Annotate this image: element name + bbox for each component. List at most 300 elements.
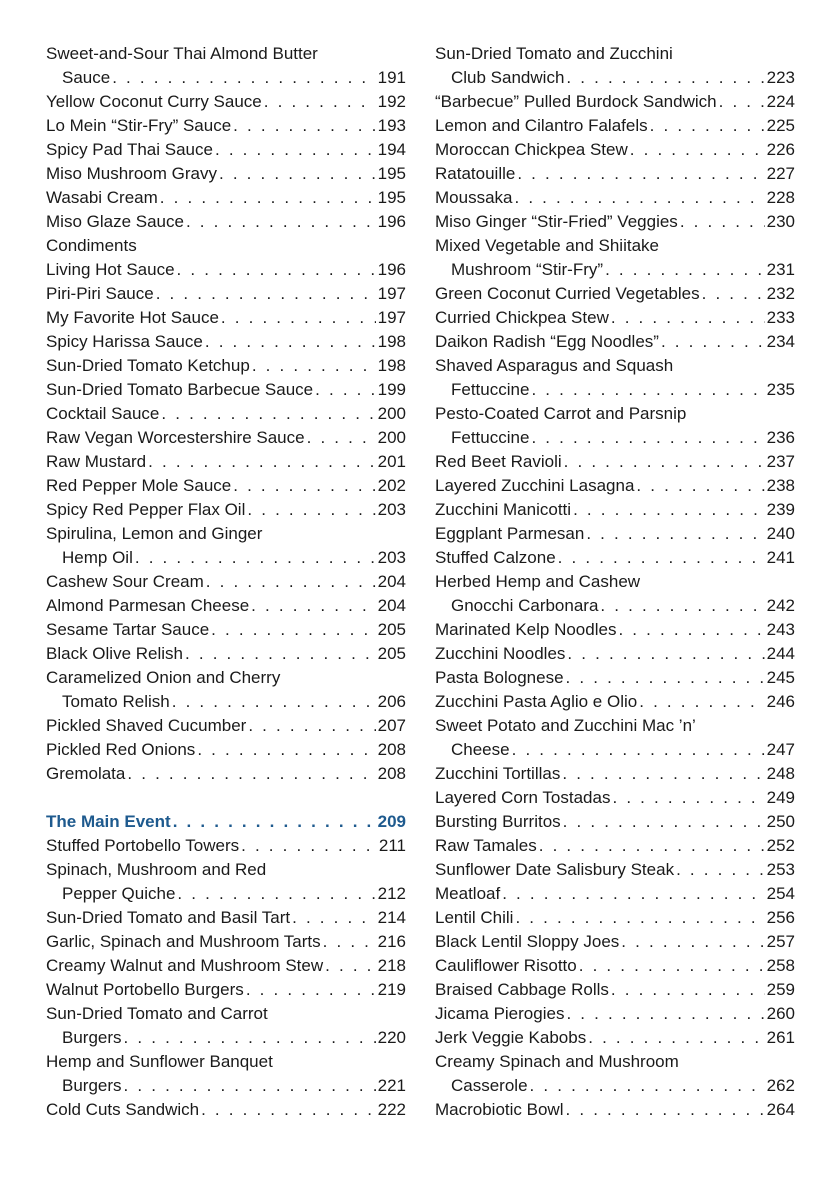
dot-leader xyxy=(579,954,765,978)
toc-entry[interactable] xyxy=(46,738,406,762)
page-number: 234 xyxy=(766,332,795,351)
toc-entry[interactable] xyxy=(435,402,795,450)
page-number: 261 xyxy=(766,1028,795,1047)
toc-entry[interactable] xyxy=(46,1002,406,1050)
dot-leader xyxy=(639,690,764,714)
toc-entry[interactable] xyxy=(435,786,795,810)
toc-entry[interactable] xyxy=(46,426,406,450)
entry-title: Pickled Shaved Cucumber xyxy=(46,716,247,735)
dot-leader xyxy=(247,498,375,522)
toc-entry[interactable] xyxy=(46,162,406,186)
toc-entry-line xyxy=(46,762,406,786)
toc-entry[interactable] xyxy=(435,306,795,330)
entry-title: Gremolata xyxy=(46,764,126,783)
toc-entry-line xyxy=(435,162,795,186)
toc-entry[interactable] xyxy=(435,522,795,546)
dot-leader xyxy=(315,378,376,402)
toc-entry-line xyxy=(46,570,406,594)
entry-title: Pepper Quiche xyxy=(62,884,176,903)
toc-entry-line xyxy=(435,402,795,426)
entry-title: Meatloaf xyxy=(435,884,501,903)
toc-entry-line xyxy=(46,978,406,1002)
page-number: 249 xyxy=(766,788,795,807)
dot-leader xyxy=(512,738,765,762)
toc-entry[interactable] xyxy=(46,450,406,474)
dot-leader xyxy=(112,66,375,90)
entry-title: Macrobiotic Bowl xyxy=(435,1100,564,1119)
toc-entry[interactable] xyxy=(435,762,795,786)
page-number: 226 xyxy=(766,140,795,159)
toc-entry-continuation xyxy=(46,546,406,570)
page-number: 199 xyxy=(377,380,406,399)
toc-entry-line xyxy=(435,186,795,210)
page-number: 248 xyxy=(766,764,795,783)
dot-leader xyxy=(517,162,764,186)
toc-entry[interactable] xyxy=(435,690,795,714)
toc-entry[interactable] xyxy=(435,330,795,354)
page-number: 232 xyxy=(766,284,795,303)
entry-title: Raw Mustard xyxy=(46,452,147,471)
toc-entry-line xyxy=(46,714,406,738)
dot-leader xyxy=(567,642,764,666)
entry-title: “Barbecue” Pulled Burdock Sandwich xyxy=(435,92,717,111)
toc-entry-line xyxy=(435,762,795,786)
toc-entry-line xyxy=(46,522,406,546)
page-number: 225 xyxy=(766,116,795,135)
dot-leader xyxy=(514,186,764,210)
entry-title: Cheese xyxy=(451,740,510,759)
dot-leader xyxy=(177,258,376,282)
entry-title: Sauce xyxy=(62,68,111,87)
toc-right-column xyxy=(435,42,795,1122)
page-number: 247 xyxy=(766,740,795,759)
entry-title: Sun-Dried Tomato Barbecue Sauce xyxy=(46,380,314,399)
toc-entry-continuation xyxy=(46,882,406,906)
page-number: 240 xyxy=(766,524,795,543)
toc-entry[interactable] xyxy=(46,186,406,210)
entry-title: Zucchini Tortillas xyxy=(435,764,561,783)
toc-entry-line xyxy=(46,186,406,210)
entry-title: Burgers xyxy=(62,1028,122,1047)
entry-title: Miso Glaze Sauce xyxy=(46,212,184,231)
entry-title: Miso Ginger “Stir-Fried” Veggies xyxy=(435,212,678,231)
entry-title: Black Olive Relish xyxy=(46,644,183,663)
toc-entry[interactable] xyxy=(46,90,406,114)
dot-leader xyxy=(206,570,376,594)
dot-leader xyxy=(702,282,765,306)
page-number: 218 xyxy=(377,956,406,975)
entry-title: Caramelized Onion and Cherry xyxy=(46,668,281,687)
dot-leader xyxy=(562,762,764,786)
entry-title: Mixed Vegetable and Shiitake xyxy=(435,236,659,255)
toc-entry[interactable] xyxy=(435,930,795,954)
page-number: 237 xyxy=(766,452,795,471)
toc-entry-continuation xyxy=(435,738,795,762)
page-number: 192 xyxy=(377,92,406,111)
page-number: 233 xyxy=(766,308,795,327)
entry-title: Zucchini Noodles xyxy=(435,644,566,663)
entry-title: Sun-Dried Tomato Ketchup xyxy=(46,356,250,375)
page-number: 212 xyxy=(377,884,406,903)
toc-entry-line xyxy=(435,954,795,978)
dot-leader xyxy=(586,522,764,546)
toc-entry-continuation xyxy=(435,66,795,90)
toc-entry[interactable] xyxy=(46,1098,406,1122)
toc-entry[interactable] xyxy=(435,618,795,642)
dot-leader xyxy=(531,378,764,402)
toc-entry-continuation xyxy=(46,690,406,714)
toc-entry-line xyxy=(435,330,795,354)
entry-title: Creamy Spinach and Mushroom xyxy=(435,1052,679,1071)
entry-title: Spicy Harissa Sauce xyxy=(46,332,203,351)
dot-leader xyxy=(173,810,376,834)
dot-leader xyxy=(307,426,376,450)
entry-title: Pesto-Coated Carrot and Parsnip xyxy=(435,404,687,423)
toc-section-heading[interactable] xyxy=(46,810,406,834)
entry-title: Eggplant Parmesan xyxy=(435,524,585,543)
toc-entry[interactable] xyxy=(46,42,406,90)
entry-title: Cocktail Sauce xyxy=(46,404,160,423)
page-number: 238 xyxy=(766,476,795,495)
toc-entry[interactable] xyxy=(435,282,795,306)
section-spacer xyxy=(46,786,406,810)
toc-entry-continuation xyxy=(435,1074,795,1098)
dot-leader xyxy=(186,210,376,234)
toc-entry[interactable] xyxy=(46,1050,406,1098)
page-number: 239 xyxy=(766,500,795,519)
dot-leader xyxy=(292,906,376,930)
toc-entry[interactable] xyxy=(435,450,795,474)
dot-leader xyxy=(539,834,765,858)
toc-entry[interactable] xyxy=(435,666,795,690)
entry-title: Cauliflower Risotto xyxy=(435,956,577,975)
page-number: 200 xyxy=(377,428,406,447)
toc-entry-continuation xyxy=(435,426,795,450)
toc-entry[interactable] xyxy=(46,354,406,378)
toc-entry[interactable] xyxy=(46,930,406,954)
page-number: 242 xyxy=(766,596,795,615)
page-number: 256 xyxy=(766,908,795,927)
toc-entry[interactable] xyxy=(435,42,795,90)
dot-leader xyxy=(588,1026,764,1050)
entry-title: Lemon and Cilantro Falafels xyxy=(435,116,648,135)
page-number: 254 xyxy=(766,884,795,903)
toc-entry-continuation xyxy=(435,594,795,618)
toc-entry[interactable] xyxy=(46,378,406,402)
toc-entry-line xyxy=(46,210,406,234)
page-number: 204 xyxy=(377,596,406,615)
dot-leader xyxy=(600,594,764,618)
page-number: 241 xyxy=(766,548,795,567)
toc-entry-line xyxy=(435,1026,795,1050)
toc-entry[interactable] xyxy=(46,282,406,306)
toc-entry[interactable] xyxy=(435,162,795,186)
toc-entry-line xyxy=(46,618,406,642)
dot-leader xyxy=(680,210,765,234)
entry-title: Cold Cuts Sandwich xyxy=(46,1100,200,1119)
toc-entry-line xyxy=(435,690,795,714)
toc-entry[interactable] xyxy=(46,714,406,738)
toc-entry[interactable] xyxy=(46,306,406,330)
page-number: 209 xyxy=(377,812,406,831)
dot-leader xyxy=(124,1074,376,1098)
toc-entry-line xyxy=(46,402,406,426)
toc-entry[interactable] xyxy=(46,978,406,1002)
entry-title: Sweet Potato and Zucchini Mac ’n’ xyxy=(435,716,696,735)
dot-leader xyxy=(573,498,765,522)
dot-leader xyxy=(566,666,765,690)
page-number: 201 xyxy=(377,452,406,471)
entry-title: Wasabi Cream xyxy=(46,188,158,207)
toc-entry[interactable] xyxy=(435,1002,795,1026)
entry-title: Spicy Pad Thai Sauce xyxy=(46,140,213,159)
dot-leader xyxy=(618,618,764,642)
page-number: 205 xyxy=(377,620,406,639)
toc-entry-line xyxy=(435,858,795,882)
dot-leader xyxy=(124,1026,376,1050)
entry-title: Marinated Kelp Noodles xyxy=(435,620,617,639)
toc-entry[interactable] xyxy=(435,810,795,834)
toc-entry[interactable] xyxy=(435,906,795,930)
entry-title: Spicy Red Pepper Flax Oil xyxy=(46,500,246,519)
toc-entry-line xyxy=(46,498,406,522)
dot-leader xyxy=(148,450,375,474)
toc-entry-line xyxy=(435,90,795,114)
entry-title: Braised Cabbage Rolls xyxy=(435,980,609,999)
entry-title: Red Beet Ravioli xyxy=(435,452,562,471)
page-number: 262 xyxy=(766,1076,795,1095)
dot-leader xyxy=(531,426,764,450)
page-number: 260 xyxy=(766,1004,795,1023)
page-number: 200 xyxy=(377,404,406,423)
toc-entry[interactable] xyxy=(46,258,406,282)
toc-entry[interactable] xyxy=(46,594,406,618)
toc-entry-line xyxy=(46,90,406,114)
toc-entry-line xyxy=(435,234,795,258)
toc-entry[interactable] xyxy=(435,90,795,114)
section-title: The Main Event xyxy=(46,812,171,831)
dot-leader xyxy=(661,330,765,354)
entry-title: Walnut Portobello Burgers xyxy=(46,980,244,999)
page-number: 204 xyxy=(377,572,406,591)
dot-leader xyxy=(650,114,765,138)
dot-leader xyxy=(566,1098,765,1122)
toc-entry[interactable] xyxy=(46,906,406,930)
entry-title: Hemp Oil xyxy=(62,548,133,567)
entry-title: Club Sandwich xyxy=(451,68,565,87)
page-number: 222 xyxy=(377,1100,406,1119)
toc-entry-line xyxy=(46,834,406,858)
page-number: 198 xyxy=(377,356,406,375)
page-number: 236 xyxy=(766,428,795,447)
page-number: 259 xyxy=(766,980,795,999)
toc-entry-continuation xyxy=(46,1026,406,1050)
toc-entry[interactable] xyxy=(46,666,406,714)
page-number: 193 xyxy=(377,116,406,135)
entry-title: Sesame Tartar Sauce xyxy=(46,620,210,639)
toc-entry[interactable] xyxy=(46,522,406,570)
toc-entry-continuation xyxy=(46,66,406,90)
toc-entry-line xyxy=(435,570,795,594)
dot-leader xyxy=(156,282,376,306)
toc-entry-line xyxy=(46,594,406,618)
toc-entry[interactable] xyxy=(435,138,795,162)
toc-entry-continuation xyxy=(435,258,795,282)
toc-entry[interactable] xyxy=(435,354,795,402)
toc-entry-line xyxy=(435,1050,795,1074)
toc-entry[interactable] xyxy=(46,474,406,498)
entry-title: Lentil Chili xyxy=(435,908,514,927)
toc-entry[interactable] xyxy=(46,954,406,978)
entry-title: Fettuccine xyxy=(451,428,530,447)
entry-title: Pasta Bolognese xyxy=(435,668,564,687)
toc-entry-line xyxy=(435,138,795,162)
page-number: 197 xyxy=(377,308,406,327)
page-number: 208 xyxy=(377,740,406,759)
page-number: 220 xyxy=(377,1028,406,1047)
toc-entry[interactable] xyxy=(46,330,406,354)
toc-entry[interactable] xyxy=(435,474,795,498)
entry-title: Stuffed Portobello Towers xyxy=(46,836,240,855)
entry-title: Jicama Pierogies xyxy=(435,1004,565,1023)
toc-entry-line xyxy=(46,378,406,402)
toc-entry[interactable] xyxy=(435,114,795,138)
toc-entry-line xyxy=(46,114,406,138)
toc-entry[interactable] xyxy=(435,546,795,570)
toc-entry-line xyxy=(46,738,406,762)
entry-title: Green Coconut Curried Vegetables xyxy=(435,284,700,303)
entry-title: Red Pepper Mole Sauce xyxy=(46,476,232,495)
toc-entry[interactable] xyxy=(46,498,406,522)
toc-entry[interactable] xyxy=(435,186,795,210)
toc-entry[interactable] xyxy=(46,834,406,858)
entry-title: Lo Mein “Stir-Fry” Sauce xyxy=(46,116,232,135)
entry-title: Piri-Piri Sauce xyxy=(46,284,154,303)
toc-entry-line xyxy=(46,282,406,306)
toc-entry-line xyxy=(435,1098,795,1122)
toc-entry-line xyxy=(435,450,795,474)
toc-entry-line xyxy=(46,258,406,282)
toc-entry[interactable] xyxy=(46,402,406,426)
toc-entry[interactable] xyxy=(435,498,795,522)
toc-entry[interactable] xyxy=(435,1098,795,1122)
toc-entry-line xyxy=(435,786,795,810)
dot-leader xyxy=(515,906,764,930)
entry-title: Daikon Radish “Egg Noodles” xyxy=(435,332,659,351)
toc-entry[interactable] xyxy=(435,210,795,234)
dot-leader xyxy=(252,354,376,378)
toc-entry[interactable] xyxy=(435,714,795,762)
toc-entry[interactable] xyxy=(435,1026,795,1050)
toc-entry[interactable] xyxy=(435,1050,795,1098)
toc-entry-line xyxy=(46,330,406,354)
dot-leader xyxy=(233,474,375,498)
entry-title: Miso Mushroom Gravy xyxy=(46,164,217,183)
dot-leader xyxy=(211,618,375,642)
entry-title: Bursting Burritos xyxy=(435,812,561,831)
toc-entry-line xyxy=(435,618,795,642)
toc-entry-line xyxy=(46,450,406,474)
toc-entry[interactable] xyxy=(435,954,795,978)
dot-leader xyxy=(605,258,765,282)
entry-title: Burgers xyxy=(62,1076,122,1095)
entry-title: Sunflower Date Salisbury Steak xyxy=(435,860,675,879)
dot-leader xyxy=(566,66,764,90)
dot-leader xyxy=(530,1074,765,1098)
toc-entry-line xyxy=(46,354,406,378)
toc-entry[interactable] xyxy=(46,138,406,162)
toc-entry-line xyxy=(435,354,795,378)
toc-entry[interactable] xyxy=(435,570,795,618)
dot-leader xyxy=(127,762,375,786)
toc-entry[interactable] xyxy=(46,114,406,138)
toc-entry[interactable] xyxy=(435,978,795,1002)
entry-title: Stuffed Calzone xyxy=(435,548,556,567)
page-number: 250 xyxy=(766,812,795,831)
toc-entry-line xyxy=(435,810,795,834)
toc-entry-line xyxy=(46,306,406,330)
toc-entry[interactable] xyxy=(46,642,406,666)
page-number: 230 xyxy=(766,212,795,231)
page-number: 195 xyxy=(377,164,406,183)
toc-entry[interactable] xyxy=(435,858,795,882)
page-number: 207 xyxy=(377,716,406,735)
toc-entry-line xyxy=(435,666,795,690)
entry-title: Ratatouille xyxy=(435,164,516,183)
page-number: 197 xyxy=(377,284,406,303)
toc-entry[interactable] xyxy=(46,858,406,906)
dot-leader xyxy=(566,1002,764,1026)
entry-title: Moroccan Chickpea Stew xyxy=(435,140,628,159)
toc-entry-line xyxy=(435,1002,795,1026)
toc-entry[interactable] xyxy=(46,618,406,642)
page-number: 203 xyxy=(377,548,406,567)
entry-title: Sun-Dried Tomato and Zucchini xyxy=(435,44,673,63)
dot-leader xyxy=(264,90,376,114)
toc-entry[interactable] xyxy=(435,882,795,906)
page-number: 227 xyxy=(766,164,795,183)
toc-entry-line xyxy=(46,42,406,66)
toc-entry-line xyxy=(435,474,795,498)
dot-leader xyxy=(323,930,376,954)
entry-title: Zucchini Manicotti xyxy=(435,500,572,519)
toc-entry-line xyxy=(435,114,795,138)
toc-entry-line xyxy=(435,930,795,954)
dot-leader xyxy=(201,1098,376,1122)
toc-entry-line xyxy=(435,306,795,330)
page-number: 191 xyxy=(377,68,406,87)
toc-entry-line xyxy=(46,1050,406,1074)
dot-leader xyxy=(502,882,764,906)
toc-entry[interactable] xyxy=(46,210,406,234)
toc-entry-line xyxy=(46,954,406,978)
toc-entry-line xyxy=(46,642,406,666)
toc-entry[interactable] xyxy=(435,834,795,858)
toc-entry[interactable] xyxy=(435,234,795,282)
dot-leader xyxy=(177,882,375,906)
toc-entry[interactable] xyxy=(435,642,795,666)
toc-entry-line xyxy=(435,882,795,906)
toc-entry-line xyxy=(435,42,795,66)
entry-title: Spirulina, Lemon and Ginger xyxy=(46,524,263,543)
dot-leader xyxy=(221,306,376,330)
toc-entry[interactable] xyxy=(46,570,406,594)
dot-leader xyxy=(636,474,764,498)
entry-title: Hemp and Sunflower Banquet xyxy=(46,1052,273,1071)
toc-entry-line xyxy=(46,138,406,162)
toc-entry[interactable] xyxy=(46,762,406,786)
toc-entry-line xyxy=(435,498,795,522)
